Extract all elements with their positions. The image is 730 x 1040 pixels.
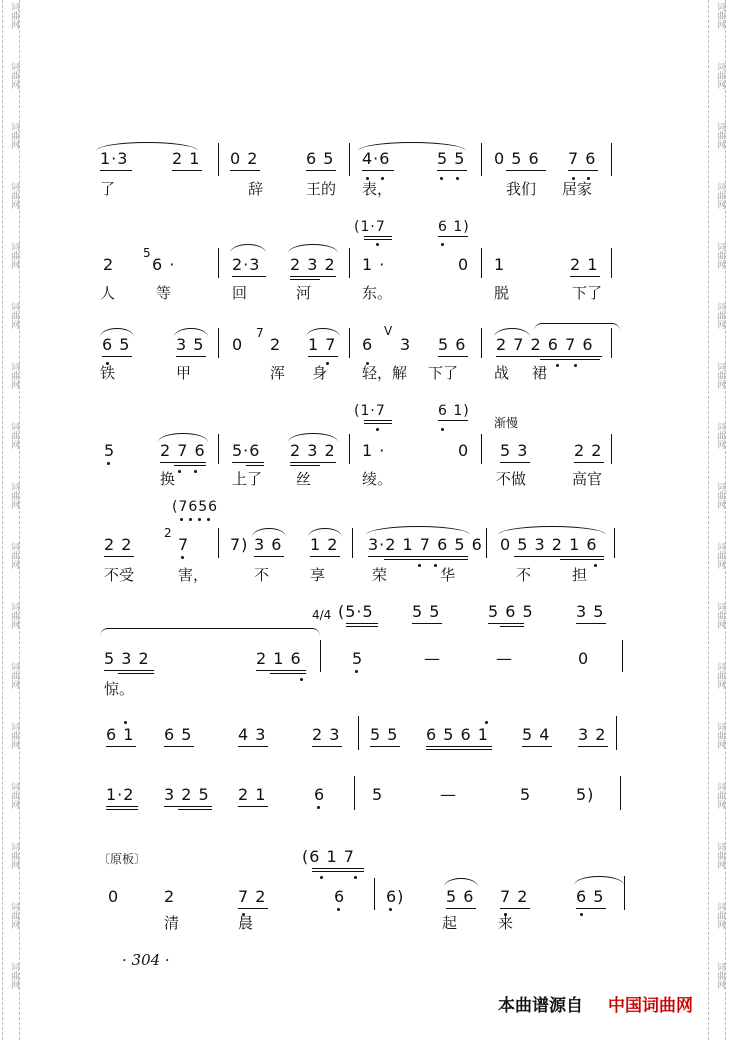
note: 5 3 2	[104, 649, 150, 668]
lyric: 裙	[532, 364, 548, 382]
note: 5	[104, 441, 116, 460]
watermark-text: 词曲网	[715, 422, 725, 449]
watermark-text: 词曲网	[9, 962, 19, 989]
lyric: 战	[494, 364, 510, 382]
note: 5 6 5	[488, 602, 534, 621]
watermark-text: 词曲网	[9, 62, 19, 89]
watermark-text: 词曲网	[9, 722, 19, 749]
watermark-text: 词曲网	[9, 842, 19, 869]
note: 5 3	[500, 441, 529, 460]
note: 7 2	[238, 887, 267, 906]
watermark-text: 词曲网	[715, 902, 725, 929]
watermark-text: 词曲网	[715, 662, 725, 689]
watermark-text: 词曲网	[9, 902, 19, 929]
lyric: 表，	[362, 180, 393, 198]
note: —	[440, 785, 457, 804]
note: 2 3 2	[290, 255, 336, 274]
note: 5	[352, 649, 364, 668]
lyric: 来	[498, 914, 514, 932]
lyric: 下了	[428, 364, 459, 382]
watermark-text: 词曲网	[715, 302, 725, 329]
note: 2	[164, 887, 176, 906]
note: 6 5	[102, 335, 131, 354]
note: 3·2 1 7 6 5 6	[368, 535, 483, 554]
watermark-text: 词曲网	[9, 122, 19, 149]
note: 5)	[576, 785, 595, 804]
note: 7 6	[568, 149, 597, 168]
lyric: 起	[442, 914, 458, 932]
note: 0	[108, 887, 120, 906]
note: 3 2 5	[164, 785, 210, 804]
note: 3 6	[254, 535, 283, 554]
watermark-text: 词曲网	[715, 842, 725, 869]
note: 2 1	[172, 149, 201, 168]
note: 6 1)	[438, 403, 470, 419]
note: 5 6	[438, 335, 467, 354]
lyric: 丝	[296, 470, 312, 488]
footer-source-label: 本曲谱源自	[498, 996, 583, 1016]
lyric: 惊。	[104, 680, 135, 698]
note: 0	[232, 335, 244, 354]
note: 5	[520, 785, 532, 804]
watermark-text: 词曲网	[9, 482, 19, 509]
lyric: 铁	[100, 364, 116, 382]
lyric: 不	[516, 566, 532, 584]
lyric: 我们	[506, 180, 537, 198]
note: 6	[334, 887, 346, 906]
watermark-text: 词曲网	[9, 602, 19, 629]
watermark-text: 词曲网	[715, 362, 725, 389]
lyric: 浑	[270, 364, 286, 382]
note: 7 2	[500, 887, 529, 906]
note: 6 5	[576, 887, 605, 906]
note: (6 1 7	[302, 847, 355, 866]
watermark-text: 词曲网	[715, 782, 725, 809]
lyric: 辞	[248, 180, 264, 198]
lyric: 轻，解	[362, 364, 408, 382]
lyric: 绫。	[362, 470, 393, 488]
note: 2 2	[104, 535, 133, 554]
note: 1·3	[100, 149, 129, 168]
note: (5·5	[338, 602, 374, 621]
note: 5 4	[522, 725, 551, 744]
note: 2 3 2	[290, 441, 336, 460]
lyric: 担	[572, 566, 588, 584]
lyric: 身	[312, 364, 328, 382]
note: 0 5 6	[494, 149, 540, 168]
note: 4 3	[238, 725, 267, 744]
note: 2·3	[232, 255, 261, 274]
note: 1 ·	[362, 441, 386, 460]
note: 5 5	[437, 149, 466, 168]
watermark-text: 词曲网	[9, 362, 19, 389]
left-watermark-strip	[2, 0, 20, 1040]
lyric: 下了	[572, 284, 603, 302]
note: 4·6	[362, 149, 391, 168]
tempo-marking: 渐慢	[494, 416, 519, 430]
note: 2	[270, 335, 282, 354]
note: 5 5	[412, 602, 441, 621]
note: 3	[400, 335, 412, 354]
section-label: 〔原板〕	[98, 852, 147, 866]
note: 2 7 2 6 7 6	[496, 335, 594, 354]
note: 5 6	[446, 887, 475, 906]
note: 7	[178, 535, 190, 554]
lyric: 华	[440, 566, 456, 584]
note: 5 5	[370, 725, 399, 744]
footer-site-link[interactable]: 中国词曲网	[608, 996, 693, 1016]
note: 1	[494, 255, 506, 274]
watermark-text: 词曲网	[715, 962, 725, 989]
note: 1 ·	[362, 255, 386, 274]
lyric: 不	[254, 566, 270, 584]
watermark-text: 词曲网	[9, 2, 19, 29]
note: 6)	[386, 887, 405, 906]
lyric: 河	[296, 284, 312, 302]
watermark-text: 词曲网	[9, 662, 19, 689]
note: 6 1)	[438, 219, 470, 235]
lyric: 东。	[362, 284, 393, 302]
lyric: 清	[164, 914, 180, 932]
note: 6 5	[306, 149, 335, 168]
note: 0	[458, 255, 470, 274]
watermark-text: 词曲网	[715, 722, 725, 749]
watermark-text: 词曲网	[715, 242, 725, 269]
watermark-text: 词曲网	[715, 602, 725, 629]
grace-note: 5	[143, 246, 151, 260]
page-number: · 304 ·	[122, 951, 170, 969]
note: (1·7	[354, 219, 386, 235]
lyric: 甲	[176, 364, 192, 382]
note: 3 5	[176, 335, 205, 354]
note: 0 2	[230, 149, 259, 168]
watermark-text: 词曲网	[9, 422, 19, 449]
lyric: 上了	[232, 470, 263, 488]
note: (1·7	[354, 403, 386, 419]
note: 5·6	[232, 441, 261, 460]
note: 2 2	[574, 441, 603, 460]
note: 2 1 6	[256, 649, 302, 668]
lyric: 换	[160, 470, 176, 488]
note: —	[424, 649, 441, 668]
lyric: 不受	[104, 566, 135, 584]
note: 1 7	[308, 335, 337, 354]
watermark-text: 词曲网	[715, 182, 725, 209]
grace-note: 7	[256, 326, 264, 340]
watermark-text: 词曲网	[9, 302, 19, 329]
lyric: 享	[310, 566, 326, 584]
lyric: 等	[156, 284, 172, 302]
lyric: 回	[232, 284, 248, 302]
lyric: 居家	[562, 180, 593, 198]
note: 6 5	[164, 725, 193, 744]
time-signature: 4/4	[312, 608, 332, 622]
note: 2 3	[312, 725, 341, 744]
note: 3 2	[578, 725, 607, 744]
note: 1 2	[310, 535, 339, 554]
watermark-text: 词曲网	[9, 542, 19, 569]
lyric: 脱	[494, 284, 510, 302]
watermark-text: 词曲网	[715, 62, 725, 89]
breath-mark: V	[384, 324, 393, 338]
note: 6	[314, 785, 326, 804]
lyric: 荣	[372, 566, 388, 584]
watermark-text: 词曲网	[9, 782, 19, 809]
grace-note: 2	[164, 526, 172, 540]
lyric: 晨	[238, 914, 254, 932]
lyric: 高官	[572, 470, 603, 488]
watermark-text: 词曲网	[9, 182, 19, 209]
watermark-text: 词曲网	[9, 242, 19, 269]
note: 0	[578, 649, 590, 668]
note: 7)	[230, 535, 249, 554]
note: —	[496, 649, 513, 668]
watermark-text: 词曲网	[715, 2, 725, 29]
lyric: 不做	[496, 470, 527, 488]
lyric: 了	[100, 180, 116, 198]
right-watermark-strip	[708, 0, 726, 1040]
note: 6 ·	[152, 255, 176, 274]
note: 0	[458, 441, 470, 460]
note: 2 1	[238, 785, 267, 804]
note: 6	[362, 335, 374, 354]
note: 5	[372, 785, 384, 804]
note: 6 5 6 1	[426, 725, 489, 744]
lyric: 王的	[306, 180, 337, 198]
note: 3 5	[576, 602, 605, 621]
watermark-text: 词曲网	[715, 482, 725, 509]
lyric: 人	[100, 284, 116, 302]
lyric: 害，	[178, 566, 209, 584]
watermark-text: 词曲网	[715, 542, 725, 569]
note: 2 1	[570, 255, 599, 274]
note: 2	[103, 255, 115, 274]
watermark-text: 词曲网	[715, 122, 725, 149]
note: 2 7 6	[160, 441, 206, 460]
note: (7656	[172, 499, 219, 515]
note: 6 1	[106, 725, 135, 744]
note: 0 5 3 2 1 6	[500, 535, 598, 554]
note: 1·2	[106, 785, 135, 804]
